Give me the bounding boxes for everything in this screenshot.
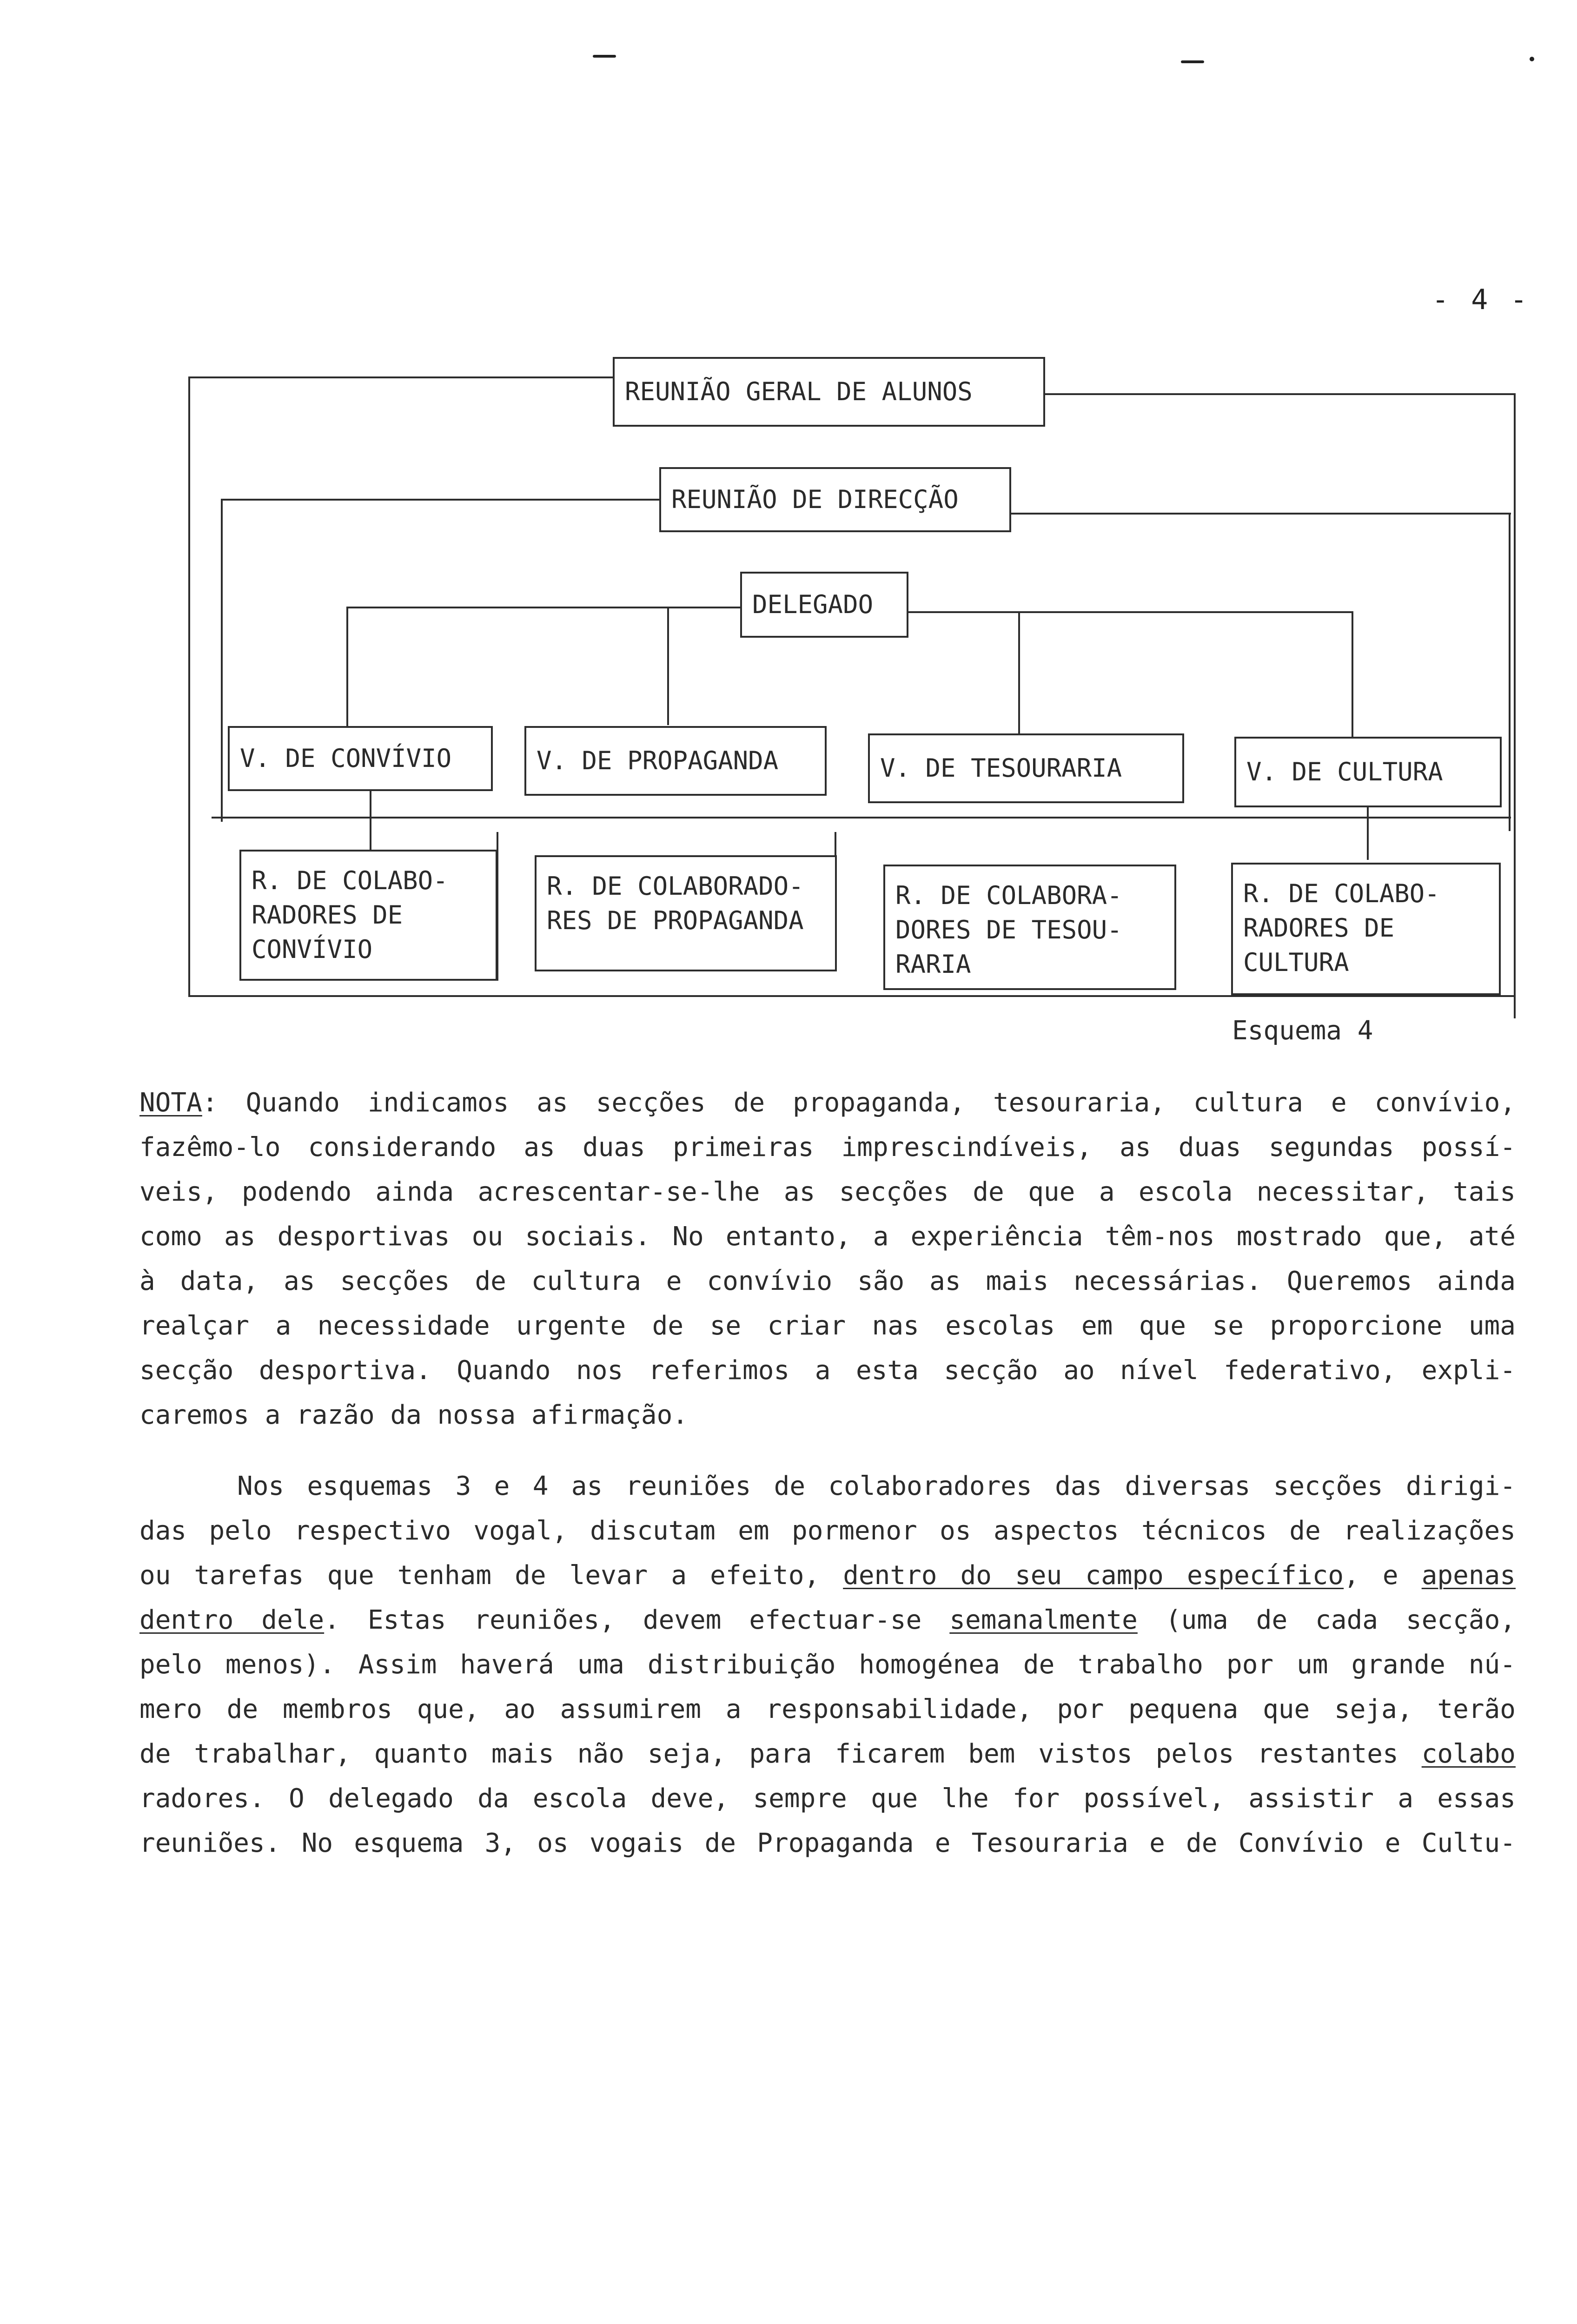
nota-line: secção desportiva. Quando nos referimos a esta secção ao nível federativo, expli- [139,1355,1516,1386]
nota-label: NOTA [139,1088,202,1118]
connector-line [370,790,371,851]
nota-line: à data, as secções de cultura e convívio são as mais necessárias. Queremos ainda [139,1266,1516,1296]
connector-line [188,376,190,997]
connector-line [1352,611,1353,737]
paragraph-line: radores. O delegado da escola deve, sempre que lhe for possível, assistir a essas [139,1783,1516,1814]
connector-line [188,376,616,378]
page-number: - 4 - [1432,284,1530,316]
nota-line: como as desportivas ou sociais. No entanto, a experiência têm-nos mostrado que, até [139,1221,1516,1252]
box-reuniao-tesouraria: R. DE COLABORA- DORES DE TESOU- RARIA [883,865,1176,990]
connector-line [221,499,663,501]
connector-line [1009,513,1511,515]
connector-line [667,607,669,725]
paragraph-line: ou tarefas que tenham de levar a efeito, dentro do seu campo específico, e apenas [139,1560,1516,1591]
connector-line [346,607,348,727]
box-reuniao-geral: REUNIÃO GERAL DE ALUNOS [613,357,1045,427]
org-diagram [0,0,1577,1069]
paragraph-line: mero de membros que, ao assumirem a responsabilidade, por pequena que seja, terão [139,1694,1516,1724]
box-reuniao-cultura: R. DE COLABO- RADORES DE CULTURA [1231,863,1501,995]
nota-line: realçar a necessidade urgente de se criar nas escolas em que se proporcione uma [139,1311,1516,1341]
connector-line [907,611,1353,613]
paragraph-line: das pelo respectivo vogal, discutam em pormenor os aspectos técnicos de realizações [139,1516,1516,1546]
nota-line: veis, podendo ainda acrescentar-se-lhe as secções de que a escola necessitar, tais [139,1177,1516,1207]
box-vogal-tesouraria: V. DE TESOURARIA [868,733,1184,803]
underlined-phrase: apenas [1421,1560,1516,1591]
box-reuniao-direccao: REUNIÃO DE DIRECÇÃO [659,467,1011,532]
connector-line [221,499,223,822]
paragraph-line: Nos esquemas 3 e 4 as reuniões de colaboradores das diversas secções dirigi- [237,1471,1516,1501]
underlined-phrase: dentro do seu campo específico [843,1560,1344,1591]
paragraph-line: dentro dele. Estas reuniões, devem efectuar-se semanalmente (uma de cada secção, [139,1605,1516,1635]
box-vogal-convivio: V. DE CONVÍVIO [228,726,493,791]
nota-line: fazêmo-lo considerando as duas primeiras imprescindíveis, as duas segundas possí- [139,1132,1516,1162]
connector-line [1509,513,1511,831]
nota-line: caremos a razão da nossa afirmação. [139,1400,689,1430]
diagram-caption: Esquema 4 [1232,1016,1373,1046]
underlined-phrase: dentro dele [139,1605,325,1635]
box-vogal-cultura: V. DE CULTURA [1234,737,1502,807]
nota-line: NOTA: Quando indicamos as secções de propaganda, tesouraria, cultura e convívio, [139,1088,1516,1118]
underlined-phrase: colabo [1421,1739,1516,1769]
box-reuniao-convivio: R. DE COLABO- RADORES DE CONVÍVIO [239,850,497,981]
paragraph-line: reuniões. No esquema 3, os vogais de Propaganda e Tesouraria e de Convívio e Cultu- [139,1828,1516,1858]
box-delegado: DELEGADO [740,572,908,638]
connector-line [1514,393,1516,1018]
paragraph-line: pelo menos). Assim haverá uma distribuição homogénea de trabalho por um grande nú- [139,1650,1516,1680]
connector-line [212,817,1511,819]
connector-line [188,995,1516,997]
box-vogal-propaganda: V. DE PROPAGANDA [524,726,827,796]
box-reuniao-propaganda: R. DE COLABORADO- RES DE PROPAGANDA [535,855,837,971]
underlined-phrase: semanalmente [949,1605,1138,1635]
connector-line [1018,611,1020,734]
paragraph-line: de trabalhar, quanto mais não seja, para ficarem bem vistos pelos restantes colabo [139,1739,1516,1769]
connector-line [1367,806,1369,860]
connector-line [1044,393,1516,395]
connector-line [346,607,742,608]
